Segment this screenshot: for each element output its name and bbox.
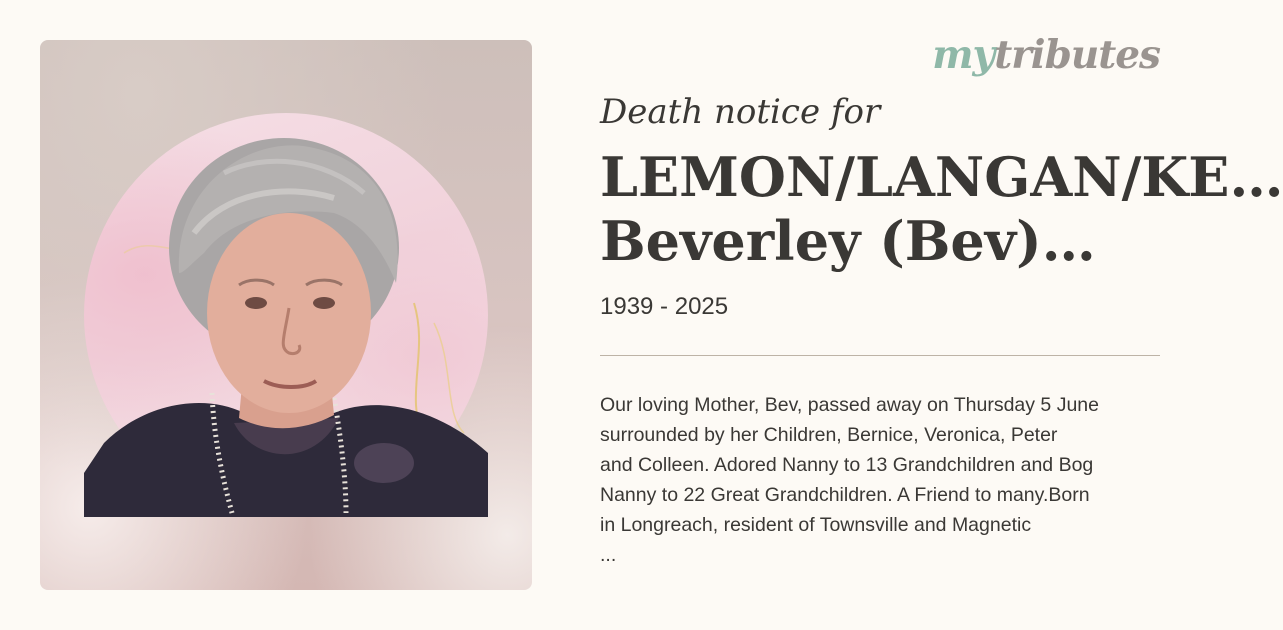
notice-line: surrounded by her Children, Bernice, Veronica, Peter: [600, 424, 1058, 446]
deceased-name: [600, 145, 1283, 273]
life-dates: 1939 - 2025: [600, 293, 729, 320]
name-line-1: LEMON/LANGAN/KE…: [600, 145, 1283, 209]
notice-line: and Colleen. Adored Nanny to 13 Grandchildren and Bog: [600, 454, 1094, 476]
logo-my: my: [932, 32, 995, 78]
notice-excerpt: [600, 390, 1180, 570]
divider: [600, 355, 1160, 356]
notice-line: Nanny to 22 Great Grandchildren. A Friend to many.Born: [600, 484, 1090, 506]
name-line-2: Beverley (Bev)…: [600, 209, 1096, 273]
portrait-illustration: [84, 113, 488, 517]
logo-tributes: tributes: [994, 32, 1160, 78]
portrait-photo: [84, 113, 488, 517]
notice-line: in Longreach, resident of Townsville and Magnetic: [600, 514, 1032, 536]
photo-panel: [40, 40, 532, 590]
read-more-ellipsis[interactable]: ...: [600, 544, 617, 566]
notice-line: Our loving Mother, Bev, passed away on Thursday 5 June: [600, 394, 1099, 416]
mytributes-logo[interactable]: [932, 32, 1160, 78]
notice-label: Death notice for: [600, 92, 881, 132]
